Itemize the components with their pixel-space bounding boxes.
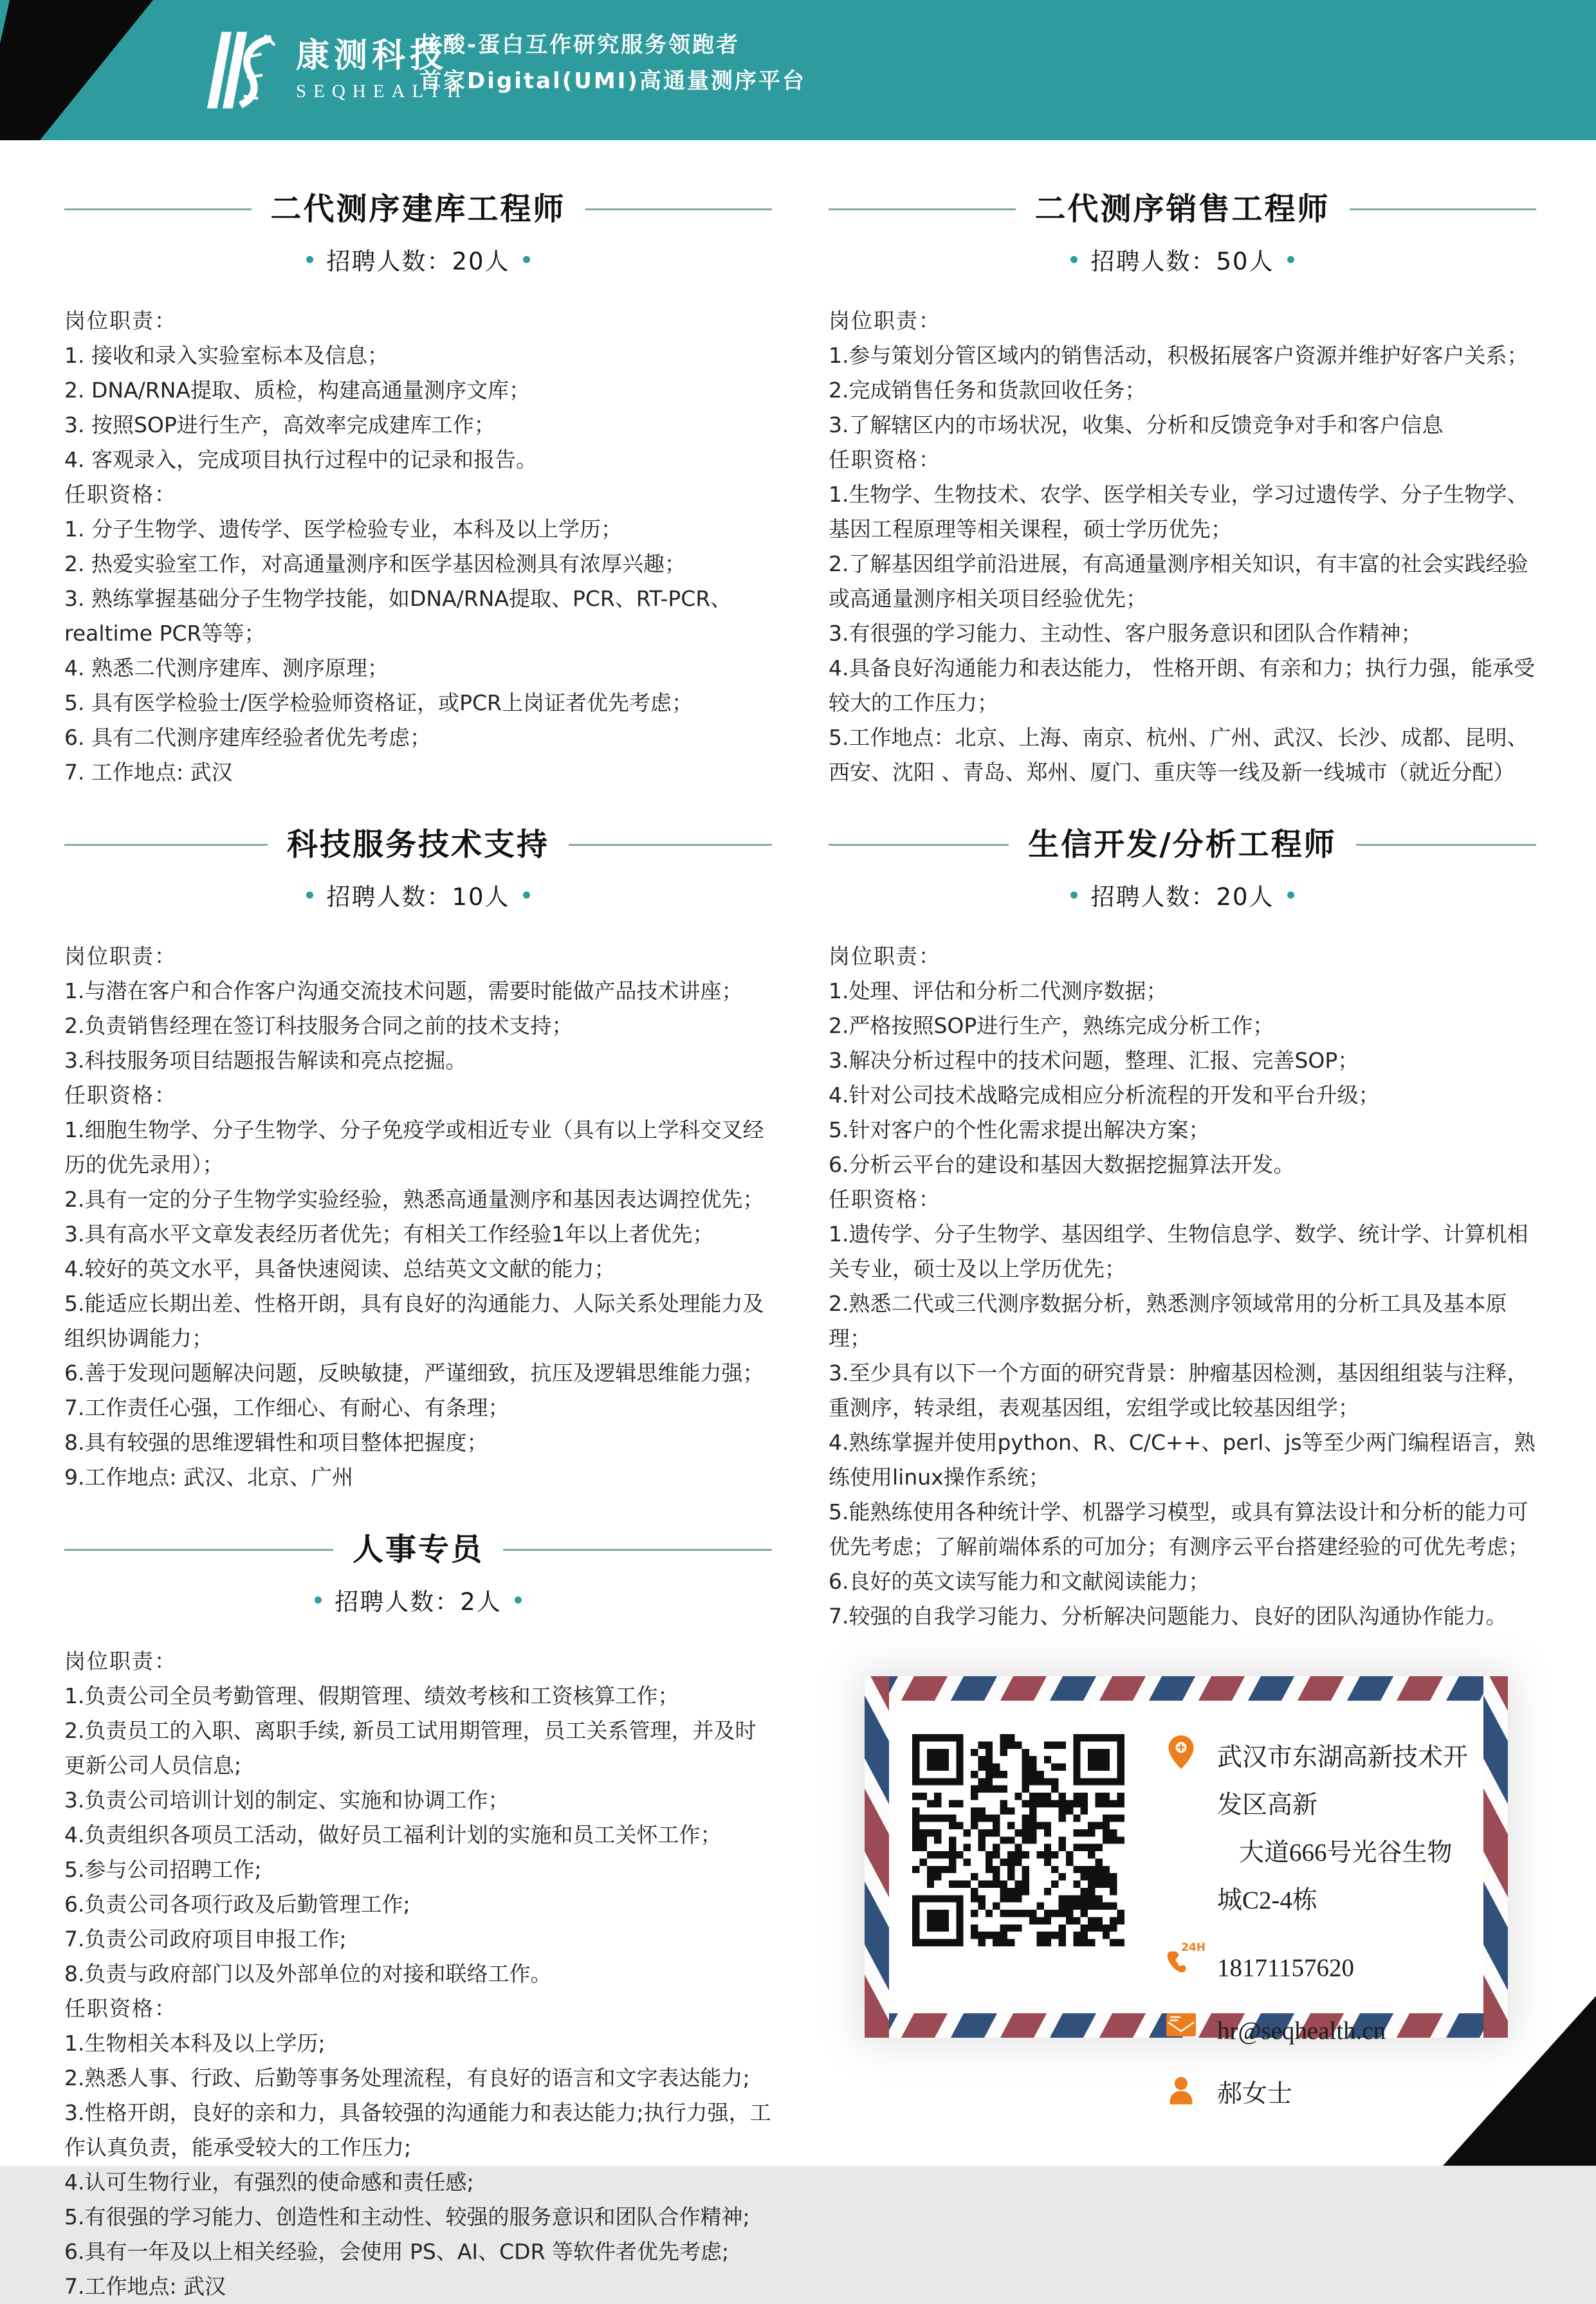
- requirement-item: 6.善于发现问题解决问题，反映敏捷，严谨细致，抗压及逻辑思维能力强；: [64, 1360, 764, 1385]
- job-title: 人事专员: [353, 1531, 484, 1568]
- requirement-item: 4.针对公司技术战略完成相应分析流程的开发和平台升级；: [829, 1083, 1380, 1108]
- job-title: 二代测序销售工程师: [1034, 191, 1330, 227]
- contact-person: 郝女士: [1217, 2080, 1293, 2108]
- requirement-item: 1.处理、评估和分析二代测序数据；: [829, 978, 1168, 1003]
- mail-icon: [1164, 2013, 1198, 2036]
- section-label: 岗位职责：: [64, 944, 177, 969]
- requirement-item: 5.针对客户的个性化需求提出解决方案；: [829, 1117, 1210, 1142]
- requirement-item: 2.了解基因组学前沿进展，有高通量测序相关知识，有丰富的社会实践经验或高通量测序相关项目经验优先；: [829, 551, 1528, 611]
- section-label: 岗位职责：: [829, 308, 941, 333]
- requirement-item: 2.负责销售经理在签订科技服务合同之前的技术支持；: [64, 1013, 573, 1038]
- requirement-item: 2.严格按照SOP进行生产，熟练完成分析工作；: [829, 1013, 1274, 1038]
- requirement-item: 6. 具有二代测序建库经验者优先考虑；: [64, 725, 431, 750]
- contact-email: hr@seqhealth.cn: [1217, 2017, 1386, 2045]
- requirement-item: 5.能熟练使用各种统计学、机器学习模型，或具有算法设计和分析的能力可优先考虑；了解前端体系的可加分；有测序云平台搭建经验的可优先考虑；: [829, 1499, 1529, 1559]
- requirement-item: 8.负责与政府部门以及外部单位的对接和联络工作。: [64, 1961, 552, 1986]
- requirement-item: 4.较好的英文水平，具备快速阅读、总结英文文献的能力；: [64, 1256, 616, 1281]
- job-body: [64, 939, 772, 1495]
- requirement-item: 2.完成销售任务和货款回收任务；: [829, 378, 1146, 403]
- tagline-line2: 首家Digital(UMI)高通量测序平台: [419, 68, 806, 94]
- right-column: [829, 0, 1536, 2108]
- requirement-item: 3.有很强的学习能力、主动性、客户服务意识和团队合作精神；: [829, 621, 1422, 646]
- requirement-item: 7.工作责任心强，工作细心、有耐心、有条理；: [64, 1395, 509, 1420]
- job-title: 科技服务技术支持: [287, 827, 550, 863]
- requirement-item: 2.熟悉人事、行政、后勤等事务处理流程，有良好的语言和文字表达能力;: [64, 2065, 750, 2090]
- headcount-row: [829, 877, 1536, 912]
- headcount-row: [64, 877, 772, 912]
- requirement-item: 1. 接收和录入实验室标本及信息；: [64, 343, 389, 368]
- divider-line: [64, 1549, 333, 1551]
- dot-icon: [315, 1596, 322, 1604]
- requirement-item: 9.工作地点: 武汉、北京、广州: [64, 1465, 354, 1490]
- contact-card: [865, 1676, 1508, 2108]
- requirement-item: 3.了解辖区内的市场状况，收集、分析和反馈竞争对手和客户信息: [829, 412, 1444, 437]
- left-column: [64, 0, 772, 2304]
- job-title-row: [64, 1531, 772, 1568]
- requirement-item: 3. 按照SOP进行生产，高效率完成建库工作；: [64, 412, 495, 437]
- divider-line: [503, 1549, 772, 1551]
- company-name-en: SEQHEALTH: [296, 81, 468, 102]
- requirement-item: 7.较强的自我学习能力、分析解决问题能力、良好的团队沟通协作能力。: [829, 1604, 1507, 1629]
- divider-line: [1350, 208, 1537, 210]
- requirement-item: 2. DNA/RNA提取、质检，构建高通量测序文库；: [64, 378, 530, 403]
- address-line2: 大道666号光谷生物城C2-4栋: [1217, 1839, 1453, 1914]
- divider-line: [64, 844, 268, 846]
- divider-line: [1356, 844, 1536, 846]
- badge-24h: 24H: [1181, 1941, 1206, 1954]
- requirement-item: 1.负责公司全员考勤管理、假期管理、绩效考核和工资核算工作；: [64, 1683, 679, 1708]
- section-label: 任职资格：: [64, 1083, 177, 1108]
- requirement-item: 8.具有较强的思维逻辑性和项目整体把握度；: [64, 1430, 488, 1455]
- requirement-item: 5.参与公司招聘工作;: [64, 1857, 262, 1882]
- job-body: [829, 939, 1536, 1634]
- job-section: [829, 826, 1536, 1634]
- requirement-item: 2.熟悉二代或三代测序数据分析，熟悉测序领域常用的分析工具及基本原理；: [829, 1291, 1507, 1351]
- requirement-item: 3. 熟练掌握基础分子生物学技能，如DNA/RNA提取、PCR、RT-PCR、realtime PCR等等；: [64, 586, 732, 646]
- job-section: [64, 1531, 772, 2304]
- job-section: [829, 190, 1536, 790]
- requirement-item: 4.负责组织各项员工活动，做好员工福利计划的实施和员工关怀工作；: [64, 1822, 722, 1847]
- airmail-stripe-top: [865, 1676, 1508, 1701]
- requirement-item: 3.至少具有以下一个方面的研究背景：肿瘤基因检测，基因组组装与注释，重测序，转录组，表观基因组，宏组学或比较基因组学；: [829, 1360, 1528, 1420]
- headcount-row: [64, 242, 772, 277]
- contact-phone: 18171157620: [1217, 1954, 1355, 1982]
- dot-icon: [1287, 256, 1294, 263]
- section-label: 任职资格：: [829, 447, 941, 472]
- section-label: 任职资格：: [829, 1187, 941, 1212]
- requirement-item: 6.负责公司各项行政及后勤管理工作;: [64, 1892, 410, 1917]
- section-label: 任职资格：: [64, 1996, 177, 2021]
- requirement-item: 3.科技服务项目结题报告解读和亮点挖掘。: [64, 1048, 467, 1073]
- contact-address-row: [1164, 1734, 1468, 1925]
- requirement-item: 6.良好的英文读写能力和文献阅读能力；: [829, 1569, 1210, 1594]
- requirement-item: 1. 分子生物学、遗传学、医学检验专业，本科及以上学历；: [64, 517, 622, 542]
- divider-line: [829, 844, 1009, 846]
- requirement-item: 4. 客观录入，完成项目执行过程中的记录和报告。: [64, 447, 537, 472]
- job-title-row: [829, 826, 1536, 863]
- requirement-item: 1.参与策划分管区域内的销售活动，积极拓展客户资源并维护好客户关系；: [829, 343, 1528, 368]
- requirement-item: 2.具有一定的分子生物学实验经验，熟悉高通量测序和基因表达调控优先；: [64, 1187, 764, 1212]
- divider-line: [585, 208, 773, 210]
- job-body: [64, 1644, 772, 2304]
- divider-line: [64, 208, 252, 210]
- headcount-row: [829, 242, 1536, 277]
- requirement-item: 1.与潜在客户和合作客户沟通交流技术问题，需要时能做产品技术讲座；: [64, 978, 743, 1003]
- job-title: 生信开发/分析工程师: [1028, 827, 1337, 863]
- job-title: 二代测序建库工程师: [270, 191, 566, 227]
- headcount-text: 招聘人数：20人: [1090, 883, 1274, 911]
- section-label: 任职资格：: [64, 482, 177, 507]
- job-title-row: [64, 826, 772, 863]
- address-line1: 武汉市东湖高新技术开发区高新: [1217, 1744, 1469, 1819]
- contact-person-row: [1164, 2075, 1468, 2114]
- section-label: 岗位职责：: [64, 1649, 177, 1674]
- dot-icon: [523, 891, 530, 899]
- requirement-item: 1.生物学、生物技术、农学、医学相关专业，学习过遗传学、分子生物学、基因工程原理等相关课程，硕士学历优先；: [829, 482, 1528, 542]
- headcount-text: 招聘人数：10人: [326, 883, 510, 911]
- requirement-item: 4.熟练掌握并使用python、R、C/C++、perl、js等至少两门编程语言，熟练使用linux操作系统；: [829, 1430, 1536, 1490]
- requirement-item: 5.能适应长期出差、性格开朗，具有良好的沟通能力、人际关系处理能力及组织协调能力；: [64, 1291, 764, 1351]
- requirement-item: 3.性格开朗，良好的亲和力，具备较强的沟通能力和表达能力;执行力强，工作认真负责，能承受较大的工作压力;: [64, 2100, 771, 2160]
- location-pin-icon: [1164, 1735, 1198, 1769]
- requirement-item: 1.细胞生物学、分子生物学、分子免疫学或相近专业（具有以上学科交叉经历的优先录用）；: [64, 1117, 764, 1177]
- requirement-item: 5.工作地点：北京、上海、南京、杭州、广州、武汉、长沙、成都、昆明、西安、沈阳 、青岛、郑州、厦门、重庆等一线及新一线城市（就近分配）: [829, 725, 1528, 785]
- section-label: 岗位职责：: [829, 944, 941, 969]
- person-icon: [1164, 2076, 1198, 2105]
- job-body: [64, 304, 772, 790]
- company-name-cn: 康测科技: [296, 37, 448, 75]
- requirement-item: 3.解决分析过程中的技术问题，整理、汇报、完善SOP；: [829, 1048, 1359, 1073]
- contact-phone-row: [1164, 1941, 1468, 1988]
- dot-icon: [306, 256, 313, 263]
- requirement-item: 1.生物相关本科及以上学历;: [64, 2031, 326, 2056]
- headcount-row: [64, 1582, 772, 1617]
- contact-email-row: [1164, 2012, 1468, 2051]
- divider-line: [829, 208, 1016, 210]
- requirement-item: 1.遗传学、分子生物学、基因组学、生物信息学、数学、统计学、计算机相关专业，硕士及以上学历优先；: [829, 1221, 1528, 1281]
- job-section: [64, 190, 772, 790]
- headcount-text: 招聘人数：2人: [335, 1588, 502, 1616]
- requirement-item: 4.具备良好沟通能力和表达能力， 性格开朗、有亲和力；执行力强，能承受较大的工作压力；: [829, 655, 1535, 715]
- contact-list: [1164, 1734, 1469, 2108]
- requirement-item: 5. 具有医学检验士/医学检验师资格证，或PCR上岗证者优先考虑；: [64, 690, 693, 715]
- job-body: [829, 304, 1536, 790]
- phone-24h-icon: [1164, 1941, 1206, 1979]
- divider-line: [569, 844, 772, 846]
- requirement-item: 3.具有高水平文章发表经历者优先；有相关工作经验1年以上者优先；: [64, 1221, 714, 1247]
- headcount-text: 招聘人数：20人: [326, 248, 510, 275]
- tagline-line1: 核酸-蛋白互作研究服务领跑者: [419, 32, 740, 58]
- dot-icon: [1070, 891, 1078, 899]
- requirement-item: 4.认可生物行业，有强烈的使命感和责任感;: [64, 2170, 474, 2195]
- requirement-item: 2.负责员工的入职、离职手续, 新员工试用期管理，员工关系管理，并及时更新公司人员信息;: [64, 1718, 757, 1778]
- requirement-item: 6.分析云平台的建设和基因大数据挖掘算法开发。: [829, 1152, 1295, 1177]
- dot-icon: [306, 891, 313, 899]
- job-title-row: [64, 190, 772, 228]
- dot-icon: [1070, 256, 1078, 263]
- airmail-stripe-right: [1483, 1676, 1508, 2038]
- requirement-item: 7. 工作地点: 武汉: [64, 760, 233, 785]
- dot-icon: [523, 256, 530, 263]
- requirement-item: 2. 热爱实验室工作，对高通量测序和医学基因检测具有浓厚兴趣；: [64, 551, 686, 576]
- requirement-item: 7.负责公司政府项目申报工作;: [64, 1926, 347, 1952]
- dot-icon: [515, 1596, 522, 1604]
- headcount-text: 招聘人数：50人: [1090, 248, 1274, 275]
- qr-code: [912, 1734, 1124, 1946]
- dot-icon: [1287, 891, 1294, 899]
- requirement-item: 3.负责公司培训计划的制定、实施和协调工作；: [64, 1787, 509, 1813]
- requirement-item: 7.工作地点: 武汉: [64, 2274, 226, 2299]
- airmail-stripe-left: [865, 1676, 889, 2038]
- requirement-item: 4. 熟悉二代测序建库、测序原理；: [64, 655, 389, 681]
- section-label: 岗位职责：: [64, 308, 177, 333]
- requirement-item: 6.具有一年及以上相关经验，会使用 PS、AI、CDR 等软件者优先考虑;: [64, 2239, 729, 2264]
- job-title-row: [829, 190, 1536, 228]
- requirement-item: 5.有很强的学习能力、创造性和主动性、较强的服务意识和团队合作精神;: [64, 2204, 750, 2229]
- job-section: [64, 826, 772, 1495]
